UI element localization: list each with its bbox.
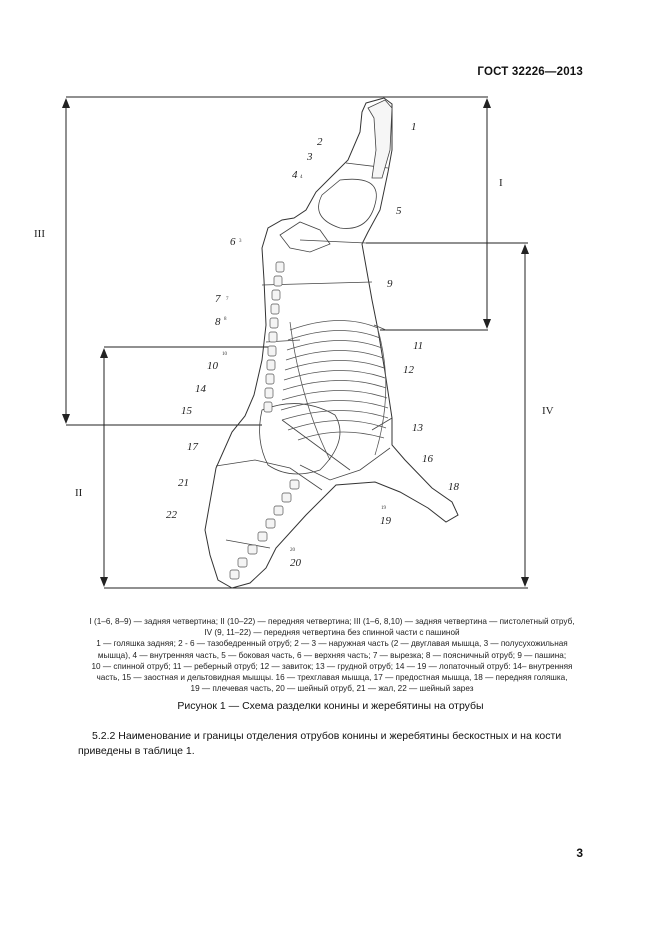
region-label: III	[34, 228, 45, 240]
legend-line: 19 — плечевая часть, 20 — шейный отруб, 21 — жал, 22 — шейный зарез	[190, 684, 474, 694]
region-label: IV	[542, 405, 554, 417]
stray-mark: 19	[381, 506, 386, 511]
region-label: II	[75, 487, 83, 499]
page-number: 3	[576, 846, 583, 860]
legend-line: IV (9, 11–22) — передняя четвертина без спинной части с пашиной	[204, 628, 460, 638]
part-label-19: 19	[380, 515, 391, 527]
part-label-2: 2	[317, 136, 323, 148]
part-label-22: 22	[166, 509, 177, 521]
part-label-3: 3	[307, 151, 313, 163]
stray-mark: 10	[222, 352, 227, 357]
legend-line: мышца), 4 — внутренняя часть, 5 — боковая часть, 6 — верхняя часть; 7 — вырезка; 8 — поясничный отруб; 9 — пашина;	[97, 650, 567, 660]
figure-caption: Рисунок 1 — Схема разделки конины и жеребятины на отрубы	[177, 700, 484, 712]
region-label: I	[499, 177, 503, 189]
part-label-20: 20	[290, 557, 301, 569]
stray-marks	[222, 175, 387, 553]
cut-lines	[216, 163, 392, 548]
legend-line: 10 — спинной отруб; 11 — реберный отруб; 12 — завиток; 13 — грудной отруб; 14 — 19 — лопаточный отруб: 14– внутренняя	[91, 661, 573, 671]
legend-line: I (1–6, 8–9) — задняя четвертина; II (10–22) — передняя четвертина; III (1–6, 8,10) — задняя четвертина — пистолетный отруб,	[89, 617, 575, 626]
part-label-10: 10	[207, 360, 218, 372]
part-label-4: 4	[292, 169, 298, 181]
stray-mark: 20	[290, 548, 295, 553]
part-label-18: 18	[448, 481, 459, 493]
part-label-11: 11	[413, 340, 424, 352]
stray-mark: 4	[300, 175, 303, 180]
part-label-15: 15	[181, 405, 192, 417]
paragraph-line: приведены в таблице 1.	[78, 745, 195, 757]
stray-mark: 8	[224, 317, 227, 322]
legend-line: 1 — голяшка задняя; 2 - 6 — тазобедренный отруб; 2 — 3 — наружная часть (2 — двуглавая мышца, 3 — полусухожильная	[96, 639, 568, 649]
part-label-8: 8	[215, 316, 221, 328]
part-label-17: 17	[187, 441, 198, 453]
ribs	[281, 320, 388, 460]
part-label-14: 14	[195, 383, 206, 395]
stray-mark: 7	[226, 297, 229, 302]
paragraph-line: 5.2.2 Наименование и границы отделения отрубов конины и жеребятины бескостных и на кости	[92, 730, 562, 742]
part-label-7: 7	[215, 293, 221, 305]
part-label-9: 9	[387, 278, 393, 290]
figure-legend	[40, 616, 624, 694]
part-label-16: 16	[422, 453, 433, 465]
part-label-21: 21	[178, 477, 189, 489]
standard-code: ГОСТ 32226—2013	[477, 66, 583, 78]
stray-mark: 3	[239, 239, 242, 244]
part-label-13: 13	[412, 422, 423, 434]
part-label-1: 1	[411, 121, 417, 133]
part-label-6: 6	[230, 236, 236, 248]
body-paragraph	[78, 729, 598, 759]
spine	[230, 262, 299, 579]
legend-line: часть, 15 — заостная и дельтовидная мышцы. 16 — трехглавая мышца, 17 — предостная мышца, 18 — передняя голяшка,	[96, 673, 568, 683]
part-label-5: 5	[396, 205, 402, 217]
part-label-12: 12	[403, 364, 414, 376]
